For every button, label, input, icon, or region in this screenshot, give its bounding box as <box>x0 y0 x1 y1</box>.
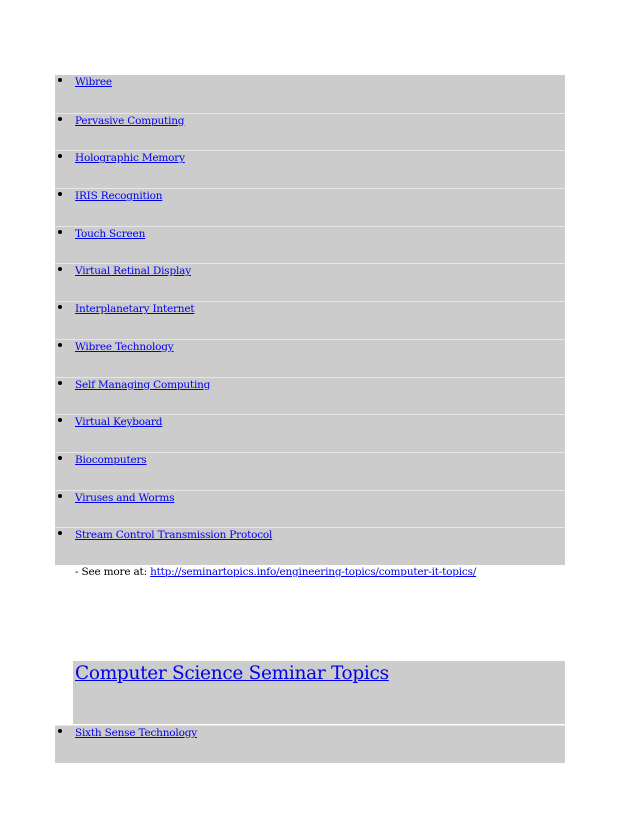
topic-link[interactable]: Biocomputers <box>75 453 147 466</box>
list-item <box>55 226 565 264</box>
see-more-link[interactable]: http://seminartopics.info/engineering-topics/computer-it-topics/ <box>150 566 477 578</box>
list-item <box>55 377 565 415</box>
list-item <box>55 339 565 377</box>
list-item <box>55 527 565 565</box>
bullet-icon <box>58 381 62 385</box>
list-item <box>55 263 565 301</box>
bullet-icon <box>58 531 62 535</box>
section-title-link[interactable]: Computer Science Seminar Topics <box>75 663 389 684</box>
topic-link[interactable]: Sixth Sense Technology <box>75 727 197 739</box>
see-more-prefix: - See more at: <box>75 566 151 578</box>
bullet-icon <box>58 729 62 733</box>
bullet-icon <box>58 494 62 498</box>
topic-link[interactable]: Touch Screen <box>75 227 146 240</box>
list-item <box>55 113 565 151</box>
topic-link[interactable]: Holographic Memory <box>75 152 185 165</box>
topic-link[interactable]: Self Managing Computing <box>75 378 211 391</box>
list-item <box>55 150 565 188</box>
list-item <box>55 75 565 113</box>
bullet-icon <box>58 305 62 309</box>
topic-link[interactable]: Pervasive Computing <box>75 114 185 127</box>
bullet-icon <box>58 230 62 234</box>
bullet-icon <box>58 117 62 121</box>
bullet-icon <box>58 192 62 196</box>
list-item <box>55 725 565 763</box>
list-item <box>55 414 565 452</box>
topic-link[interactable]: Wibree Technology <box>75 340 174 353</box>
section-header <box>73 661 565 724</box>
bullet-icon <box>58 78 62 82</box>
topic-link[interactable]: Virtual Retinal Display <box>75 265 191 278</box>
topic-link[interactable]: Viruses and Worms <box>75 491 175 504</box>
bullet-icon <box>58 343 62 347</box>
list-item <box>55 188 565 226</box>
topic-list <box>55 75 565 565</box>
see-more-line <box>75 566 476 578</box>
topic-link[interactable]: Wibree <box>75 76 112 88</box>
topic-link[interactable]: IRIS Recognition <box>75 190 163 203</box>
bullet-icon <box>58 456 62 460</box>
list-item <box>55 490 565 528</box>
bullet-icon <box>58 154 62 158</box>
list-item <box>55 301 565 339</box>
topic-link[interactable]: Virtual Keyboard <box>75 416 163 429</box>
topic-link[interactable]: Interplanetary Internet <box>75 303 195 316</box>
bullet-icon <box>58 418 62 422</box>
bullet-icon <box>58 267 62 271</box>
topic-link[interactable]: Stream Control Transmission Protocol <box>75 529 273 542</box>
list-item <box>55 452 565 490</box>
